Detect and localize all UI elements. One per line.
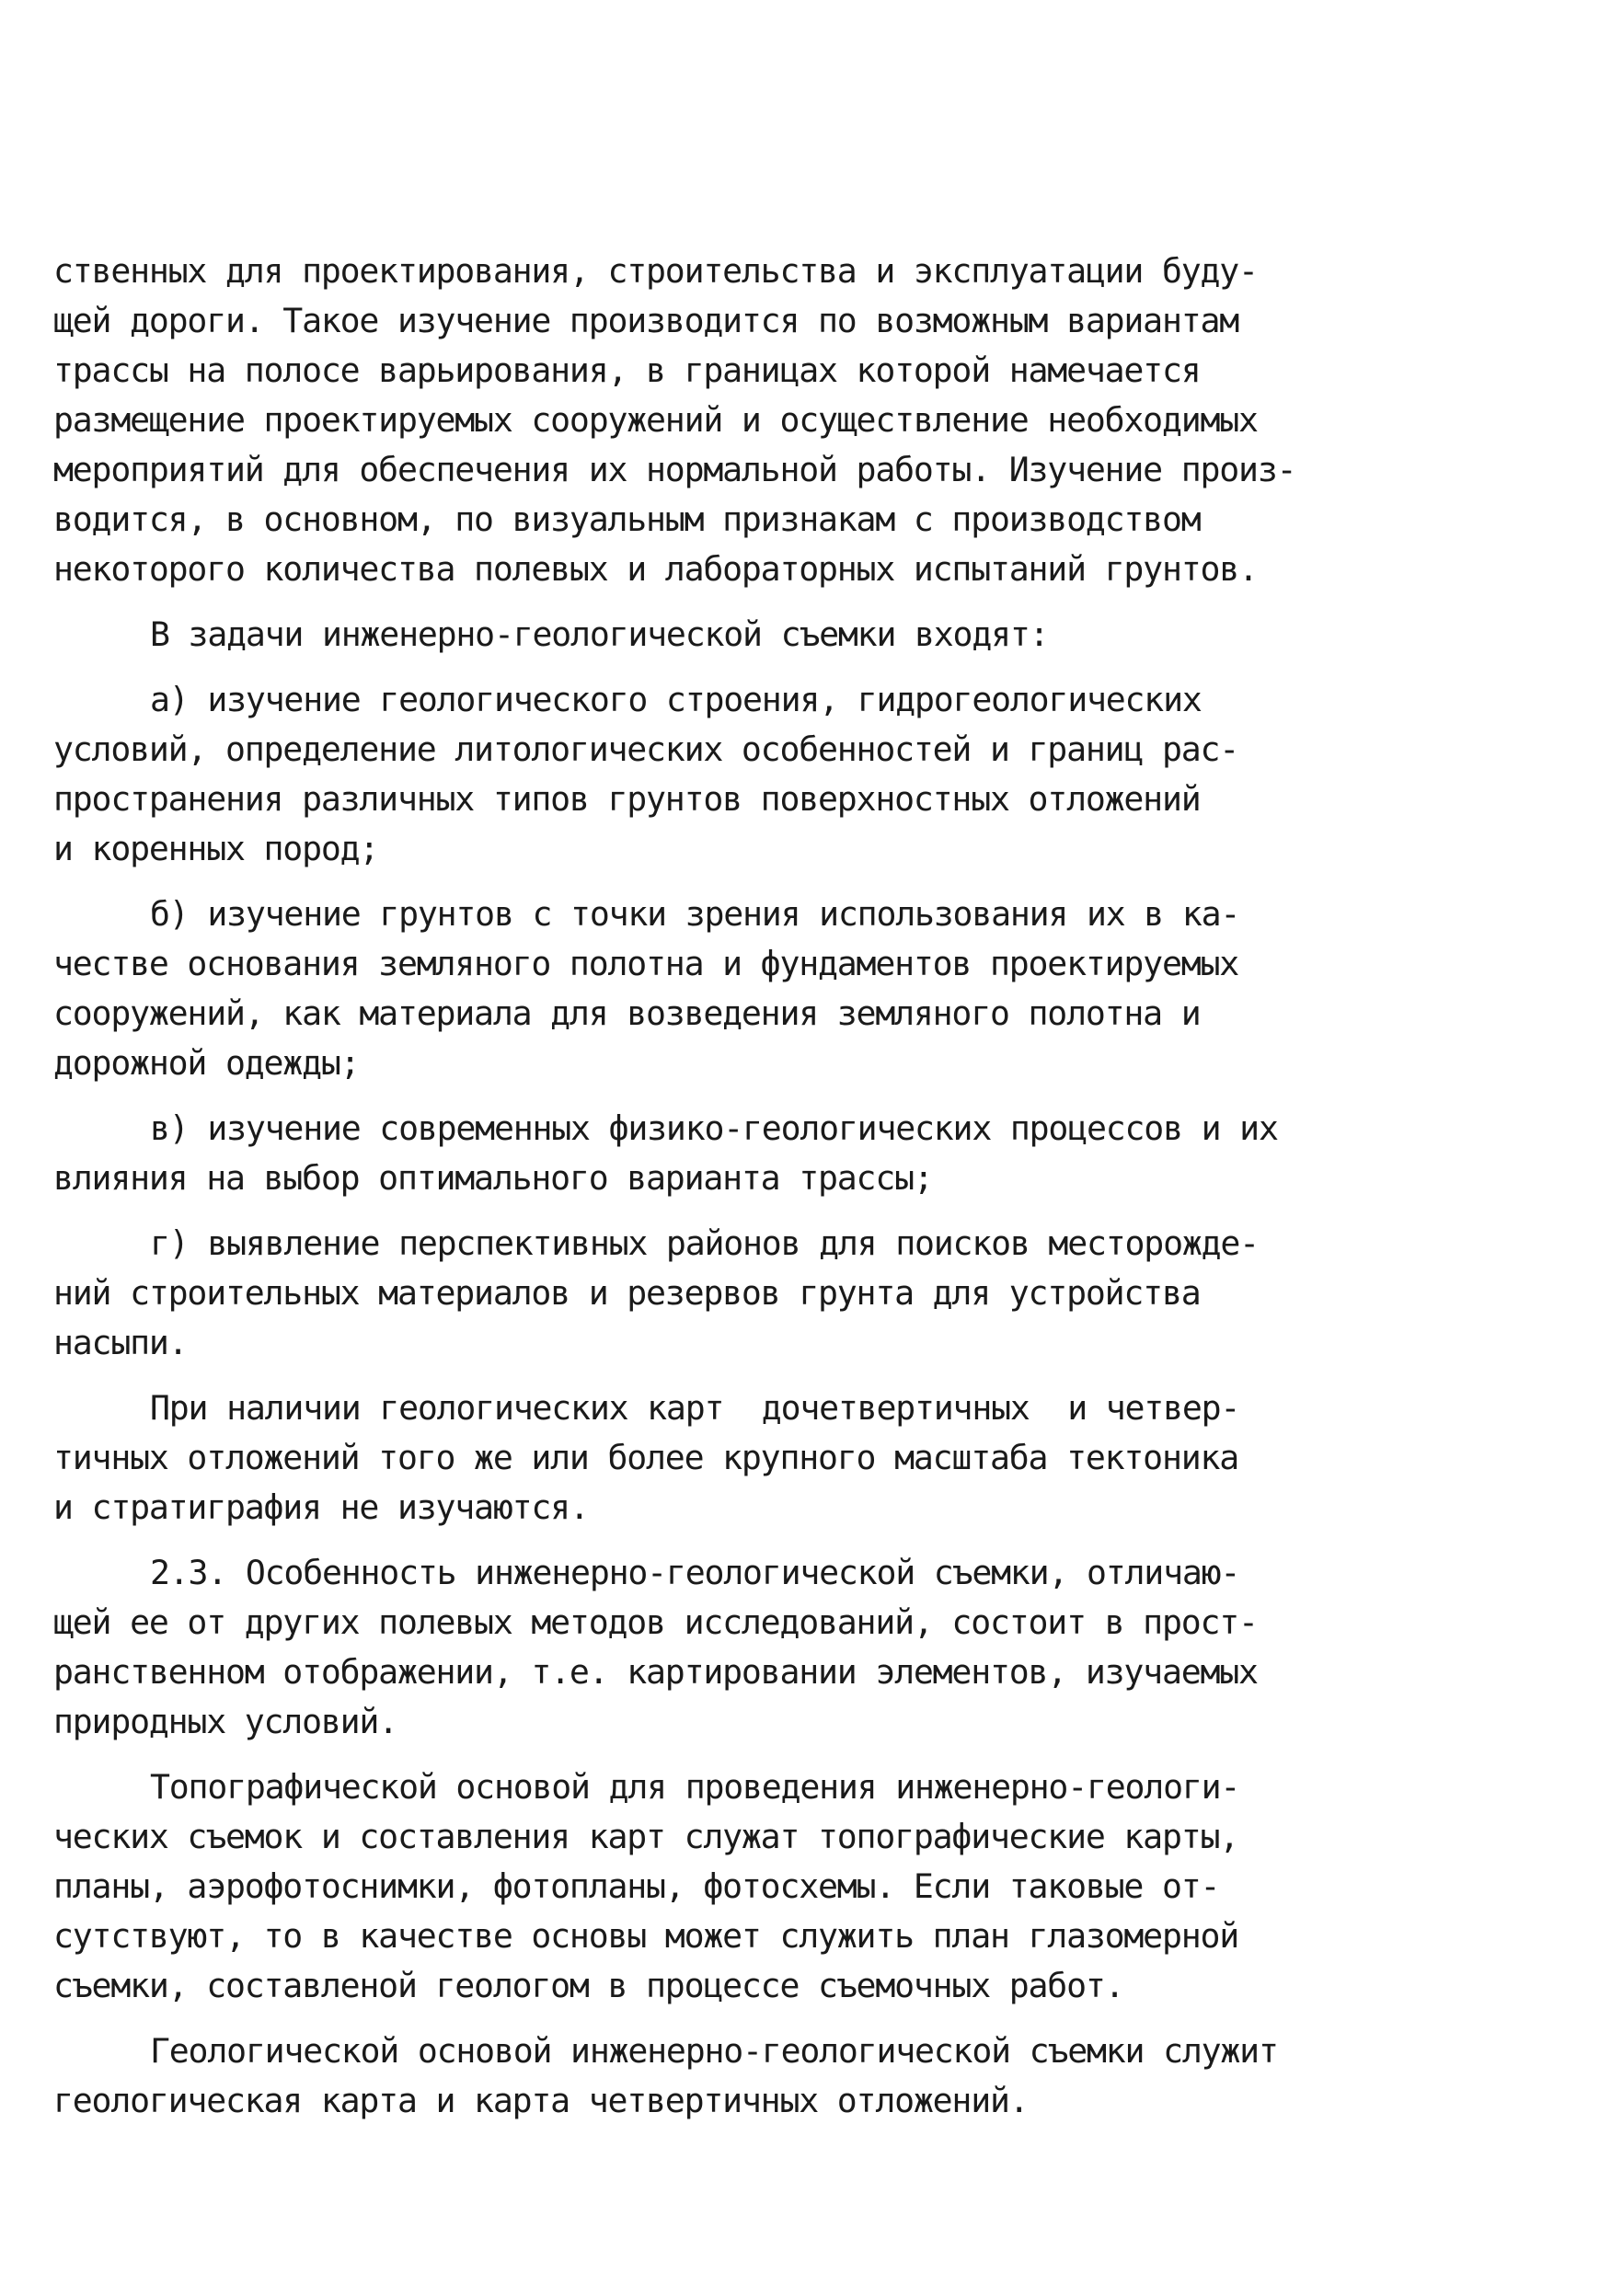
text-line: сутствуют, то в качестве основы может служить план глазомерной [53, 1916, 1239, 1956]
text-line: мероприятий для обеспечения их нормальной работы. Изучение произ- [53, 450, 1296, 489]
text-line: ний строительных материалов и резервов грунта для устройства [53, 1273, 1201, 1313]
text-line: насыпи. [53, 1323, 188, 1362]
text-line: размещение проектируемых сооружений и осуществление необходимых [53, 400, 1258, 440]
text-line: некоторого количества полевых и лабораторных испытаний грунтов. [53, 549, 1258, 589]
paragraph [53, 675, 1341, 874]
paragraph [53, 1548, 1341, 1747]
text-line: пространения различных типов грунтов поверхностных отложений [53, 779, 1201, 819]
text-line: В задачи инженерно-геологической съемки входят: [150, 614, 1049, 654]
paragraph [53, 1219, 1341, 1368]
text-line: щей дороги. Такое изучение производится по возможным вариантам [53, 301, 1239, 340]
text-line: честве основания земляного полотна и фундаментов проектируемых [53, 944, 1239, 983]
text-line: щей ее от других полевых методов исследований, состоит в прост- [53, 1602, 1258, 1642]
text-line: ческих съемок и составления карт служат топографические карты, [53, 1817, 1239, 1856]
paragraph [53, 1104, 1341, 1203]
text-line: Топографической основой для проведения инженерно-геологи- [150, 1767, 1240, 1807]
paragraph [53, 247, 1341, 594]
paragraph [53, 2026, 1341, 2126]
text-line: геологическая карта и карта четвертичных отложений. [53, 2081, 1029, 2120]
text-line: При наличии геологических карт дочетвертичных и четвер- [150, 1388, 1240, 1428]
text-line: г) выявление перспективных районов для поисков месторожде- [150, 1223, 1259, 1263]
text-line: и стратиграфия не изучаются. [53, 1487, 589, 1527]
text-line: а) изучение геологического строения, гидрогеологических [150, 680, 1202, 719]
text-line: ственных для проектирования, строительства и эксплуатации буду- [53, 251, 1258, 291]
paragraph [53, 890, 1341, 1088]
text-line: в) изучение современных физико-геологических процессов и их [150, 1108, 1278, 1148]
text-line: 2.3. Особенность инженерно-геологической съемки, отличаю- [150, 1553, 1240, 1592]
text-line: тичных отложений того же или более крупного масштаба тектоника [53, 1438, 1239, 1477]
text-line: Геологической основой инженерно-геологической съемки служит [150, 2031, 1278, 2071]
text-line: планы, аэрофотоснимки, фотопланы, фотосхемы. Если таковые от- [53, 1866, 1220, 1906]
text-line: природных условий. [53, 1702, 397, 1741]
paragraph [53, 1762, 1341, 2011]
text-line: ранственном отображении, т.е. картировании элементов, изучаемых [53, 1652, 1258, 1692]
paragraph [53, 1383, 1341, 1533]
text-line: съемки, составленой геологом в процессе съемочных работ. [53, 1966, 1124, 2005]
text-line: условий, определение литологических особенностей и границ рас- [53, 729, 1239, 769]
text-line: дорожной одежды; [53, 1043, 360, 1083]
text-line: влияния на выбор оптимального варианта трассы; [53, 1158, 933, 1198]
text-line: трассы на полосе варьирования, в границах которой намечается [53, 350, 1201, 390]
text-line: и коренных пород; [53, 829, 379, 868]
paragraph [53, 610, 1341, 660]
text-line: водится, в основном, по визуальным признакам с производством [53, 499, 1201, 539]
document-body [53, 247, 1341, 2141]
text-line: б) изучение грунтов с точки зрения использования их в ка- [150, 894, 1240, 934]
text-line: сооружений, как материала для возведения земляного полотна и [53, 993, 1201, 1033]
